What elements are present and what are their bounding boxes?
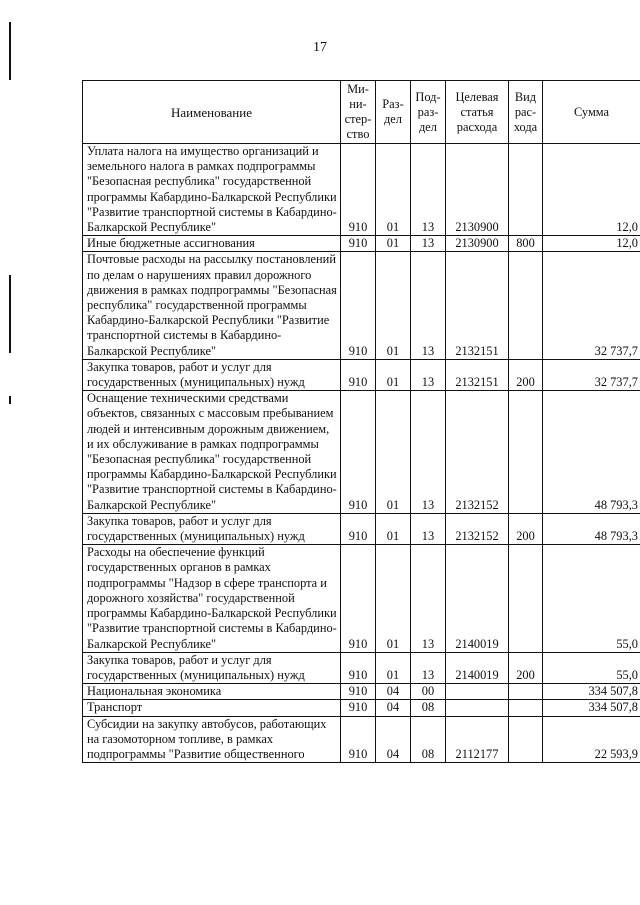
cell-subsection: 13 (411, 252, 446, 359)
cell-section: 01 (376, 252, 411, 359)
cell-section: 01 (376, 391, 411, 514)
cell-section: 04 (376, 700, 411, 716)
cell-kind (509, 684, 543, 700)
cell-subsection: 13 (411, 391, 446, 514)
cell-kind (509, 700, 543, 716)
cell-section: 01 (376, 144, 411, 236)
table-row (83, 684, 640, 700)
cell-section: 01 (376, 652, 411, 683)
cell-sum: 48 793,3 (543, 391, 640, 514)
table-row (83, 716, 640, 763)
cell-ministry: 910 (341, 391, 376, 514)
header-ministry: Ми-ни-стер-ство (341, 81, 376, 144)
cell-kind (509, 252, 543, 359)
cell-subsection: 13 (411, 144, 446, 236)
table-row (83, 144, 640, 236)
header-target: Целевая статья расхода (446, 81, 509, 144)
cell-ministry: 910 (341, 236, 376, 252)
cell-sum: 12,0 (543, 144, 640, 236)
table-row (83, 391, 640, 514)
cell-subsection: 08 (411, 716, 446, 763)
cell-kind: 200 (509, 513, 543, 544)
table-header-row (83, 81, 640, 144)
cell-kind (509, 144, 543, 236)
cell-subsection: 13 (411, 545, 446, 652)
table-row (83, 359, 640, 390)
budget-table (82, 80, 640, 763)
scan-edge-mark (9, 22, 11, 80)
cell-sum: 32 737,7 (543, 359, 640, 390)
cell-section: 04 (376, 684, 411, 700)
scan-edge-mark (9, 396, 11, 404)
cell-ministry: 910 (341, 359, 376, 390)
cell-name: Национальная экономика (83, 684, 341, 700)
header-sum: Сумма (543, 81, 640, 144)
cell-sum: 334 507,8 (543, 684, 640, 700)
table-row (83, 652, 640, 683)
header-subsection: Под-раз-дел (411, 81, 446, 144)
cell-target: 2132151 (446, 359, 509, 390)
cell-sum: 12,0 (543, 236, 640, 252)
cell-name: Иные бюджетные ассигнования (83, 236, 341, 252)
cell-name: Оснащение техническими средствами объектов, связанных с массовым пребыванием людей и интенсивным дорожным движением, и их обслуживание в рамках подпрограммы "Безопасная республика" государственной программы Кабардино-Балкарской Республики "Развитие транспортной системы в Кабардино-Балкарской Республике" (83, 391, 341, 514)
cell-ministry: 910 (341, 545, 376, 652)
table-row (83, 700, 640, 716)
table-row (83, 236, 640, 252)
table-body (83, 144, 640, 763)
scan-edge-mark (9, 275, 11, 353)
cell-target: 2132152 (446, 391, 509, 514)
table-row (83, 513, 640, 544)
cell-ministry: 910 (341, 684, 376, 700)
cell-target: 2140019 (446, 652, 509, 683)
cell-name: Закупка товаров, работ и услуг для государственных (муниципальных) нужд (83, 513, 341, 544)
cell-name: Расходы на обеспечение функций государственных органов в рамках подпрограммы "Надзор в сфере транспорта и дорожного хозяйства" государственной программы Кабардино-Балкарской Республики "Развитие транспортной системы в Кабардино-Балкарской Республике" (83, 545, 341, 652)
cell-kind: 200 (509, 359, 543, 390)
cell-ministry: 910 (341, 252, 376, 359)
cell-ministry: 910 (341, 700, 376, 716)
cell-subsection: 13 (411, 236, 446, 252)
cell-subsection: 08 (411, 700, 446, 716)
cell-subsection: 00 (411, 684, 446, 700)
cell-subsection: 13 (411, 359, 446, 390)
cell-target: 2132152 (446, 513, 509, 544)
cell-name: Закупка товаров, работ и услуг для государственных (муниципальных) нужд (83, 652, 341, 683)
cell-section: 01 (376, 545, 411, 652)
cell-sum: 334 507,8 (543, 700, 640, 716)
table-row (83, 252, 640, 359)
cell-ministry: 910 (341, 144, 376, 236)
cell-section: 04 (376, 716, 411, 763)
cell-name: Субсидии на закупку автобусов, работающих на газомоторном топливе, в рамках подпрограммы "Развитие общественного (83, 716, 341, 763)
cell-kind (509, 545, 543, 652)
page-number: 17 (313, 40, 327, 55)
cell-subsection: 13 (411, 513, 446, 544)
cell-kind: 200 (509, 652, 543, 683)
cell-target: 2130900 (446, 236, 509, 252)
cell-ministry: 910 (341, 513, 376, 544)
cell-target (446, 700, 509, 716)
cell-sum: 48 793,3 (543, 513, 640, 544)
cell-subsection: 13 (411, 652, 446, 683)
header-kind: Вид рас-хода (509, 81, 543, 144)
header-name: Наименование (83, 81, 341, 144)
cell-kind: 800 (509, 236, 543, 252)
cell-name: Почтовые расходы на рассылку постановлений по делам о нарушениях правил дорожного движения в рамках подпрограммы "Безопасная республика" государственной программы Кабардино-Балкарской Республики "Развитие транспортной системы в Кабардино-Балкарской Республике" (83, 252, 341, 359)
cell-sum: 22 593,9 (543, 716, 640, 763)
header-section: Раз-дел (376, 81, 411, 144)
cell-target: 2140019 (446, 545, 509, 652)
cell-kind (509, 716, 543, 763)
cell-kind (509, 391, 543, 514)
cell-sum: 32 737,7 (543, 252, 640, 359)
cell-target: 2130900 (446, 144, 509, 236)
cell-target: 2112177 (446, 716, 509, 763)
cell-sum: 55,0 (543, 652, 640, 683)
cell-target (446, 684, 509, 700)
cell-name: Закупка товаров, работ и услуг для государственных (муниципальных) нужд (83, 359, 341, 390)
cell-name: Уплата налога на имущество организаций и земельного налога в рамках подпрограммы "Безопасная республика" государственной программы Кабардино-Балкарской Республики "Развитие транспортной системы в Кабардино-Балкарской Республике" (83, 144, 341, 236)
cell-ministry: 910 (341, 652, 376, 683)
cell-target: 2132151 (446, 252, 509, 359)
cell-sum: 55,0 (543, 545, 640, 652)
cell-section: 01 (376, 359, 411, 390)
cell-section: 01 (376, 513, 411, 544)
table-row (83, 545, 640, 652)
cell-section: 01 (376, 236, 411, 252)
cell-ministry: 910 (341, 716, 376, 763)
cell-name: Транспорт (83, 700, 341, 716)
